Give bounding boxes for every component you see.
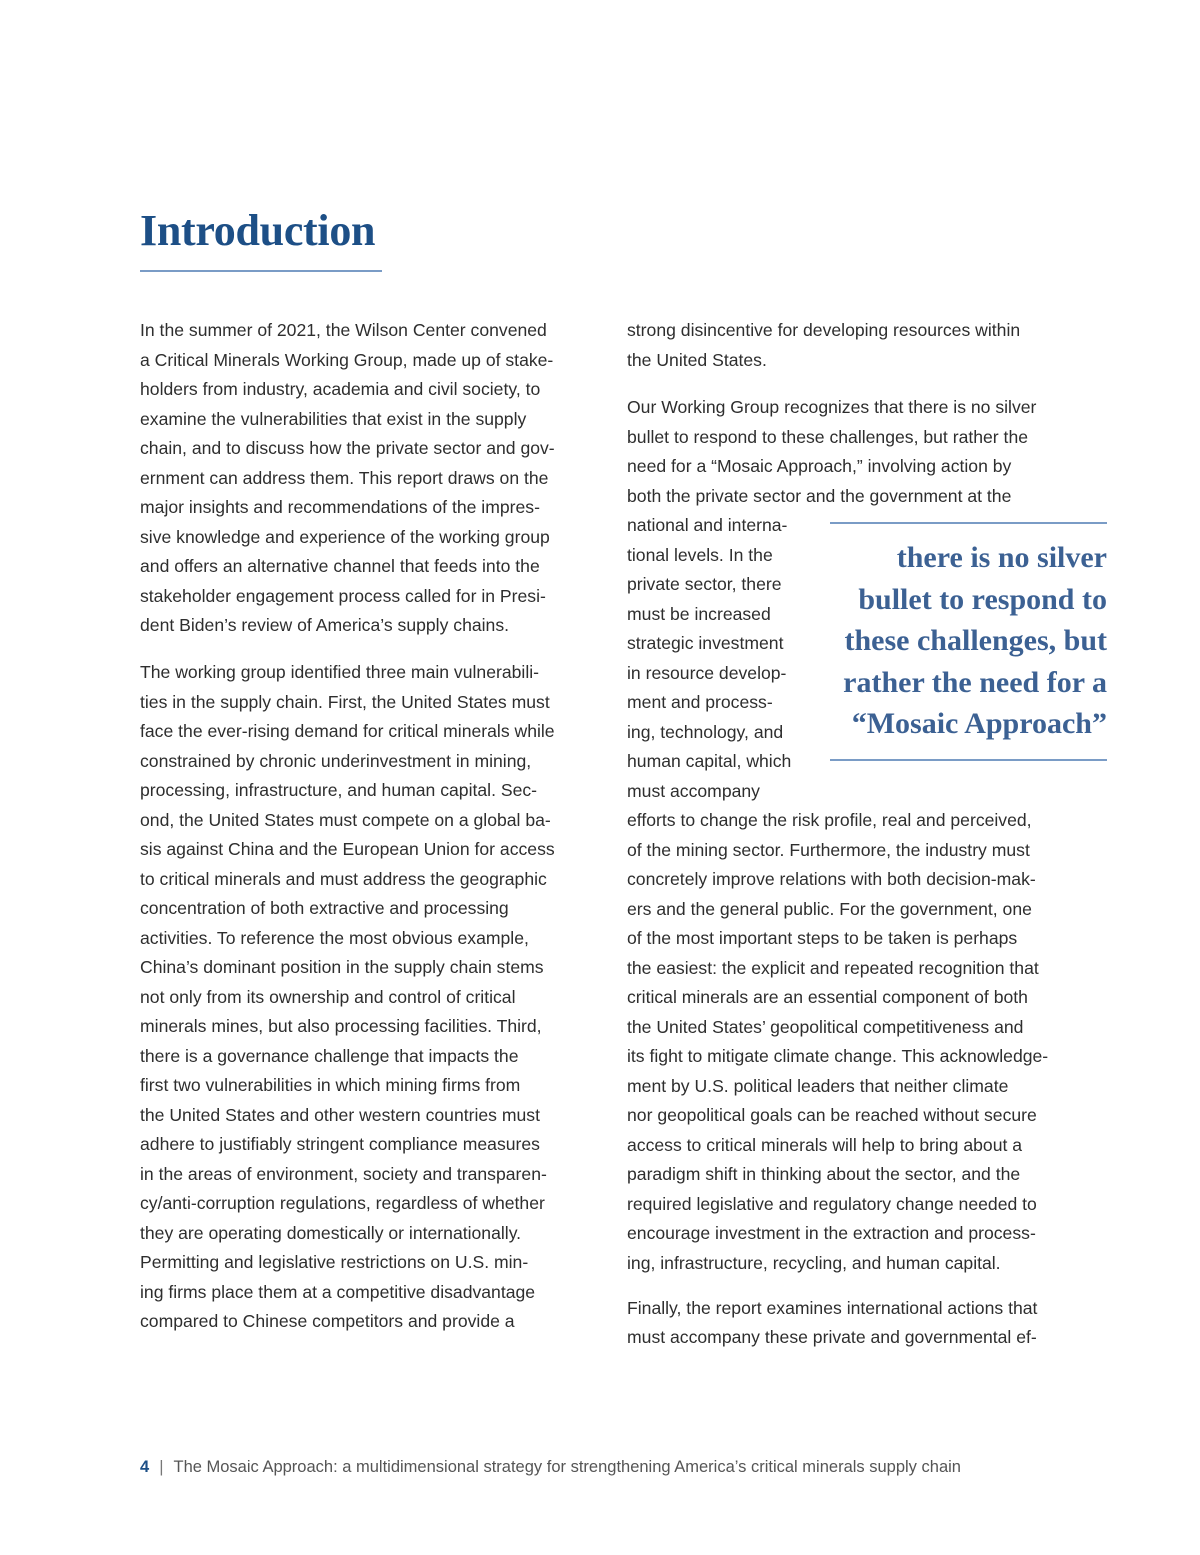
text-line: bullet to respond to these challenges, but rather the	[627, 426, 1029, 447]
text-line: both the private sector and the government at the	[627, 485, 1012, 506]
pull-quote-line: these challenges, but	[844, 624, 1107, 657]
text-line: and offers an alternative channel that feeds into the	[140, 556, 540, 576]
text-line: adhere to justifiably stringent compliance measures	[140, 1134, 540, 1154]
title-underline	[140, 270, 382, 272]
page-title: Introduction	[140, 206, 376, 255]
text-line: ernment can address them. This report draws on the	[140, 467, 549, 488]
text-line: tional levels. In the	[627, 544, 773, 565]
text-line: of the most important steps to be taken is perhaps	[627, 928, 1018, 948]
text-line: ment and process-	[627, 692, 773, 712]
text-line: to critical minerals and must address the geographic	[140, 868, 547, 889]
text-line: ing, technology, and	[627, 721, 784, 742]
text-line: efforts to change the risk profile, real and perceived,	[627, 810, 1032, 830]
text-line: holders from industry, academia and civil society, to	[140, 379, 541, 399]
pull-quote-bottom-rule	[830, 759, 1107, 761]
text-line: critical minerals are an essential component of both	[627, 987, 1028, 1007]
text-line: human capital, which	[627, 751, 792, 771]
text-line: national and interna-	[627, 515, 788, 535]
text-line: Our Working Group recognizes that there is no silver	[627, 397, 1037, 417]
text-line: ers and the general public. For the government, one	[627, 898, 1032, 919]
text-line: not only from its ownership and control of critical	[140, 986, 516, 1007]
pull-quote-line: “Mosaic Approach”	[851, 707, 1107, 740]
text-line: encourage investment in the extraction and process-	[627, 1223, 1036, 1243]
text-line: examine the vulnerabilities that exist in the supply	[140, 408, 527, 429]
text-line: dent Biden’s review of America’s supply chains.	[140, 615, 510, 635]
running-title: The Mosaic Approach: a multidimensional strategy for strengthening America’s critical minerals supply chain	[173, 1458, 961, 1476]
text-line: concretely improve relations with both decision-mak-	[627, 869, 1036, 889]
text-line: private sector, there	[627, 574, 782, 594]
text-line: chain, and to discuss how the private sector and gov-	[140, 438, 555, 458]
text-line: Finally, the report examines international actions that	[627, 1298, 1038, 1318]
page-footer	[140, 1455, 961, 1479]
text-line: face the ever-rising demand for critical minerals while	[140, 721, 555, 741]
text-line: Permitting and legislative restrictions on U.S. min-	[140, 1252, 529, 1272]
text-line: China’s dominant position in the supply chain stems	[140, 957, 544, 977]
text-line: the United States.	[627, 350, 767, 370]
text-line: the easiest: the explicit and repeated recognition that	[627, 957, 1039, 978]
text-line: The working group identified three main vulnerabili-	[140, 662, 540, 682]
text-line: constrained by chronic underinvestment in mining,	[140, 750, 532, 771]
text-line: sive knowledge and experience of the working group	[140, 526, 550, 547]
text-line: they are operating domestically or internationally.	[140, 1222, 522, 1243]
pull-quote-line: there is no silver	[896, 541, 1107, 574]
text-line: cy/anti-corruption regulations, regardless of whether	[140, 1193, 545, 1213]
text-line: ing, infrastructure, recycling, and human capital.	[627, 1252, 1001, 1273]
text-line: stakeholder engagement process called for in Presi-	[140, 585, 546, 606]
text-line: must be increased	[627, 603, 771, 624]
text-line: major insights and recommendations of the impres-	[140, 497, 540, 517]
text-line: activities. To reference the most obvious example,	[140, 927, 529, 948]
text-line: first two vulnerabilities in which mining firms from	[140, 1075, 521, 1095]
text-line: in the areas of environment, society and transparen-	[140, 1163, 547, 1184]
text-line: required legislative and regulatory change needed to	[627, 1193, 1037, 1214]
text-line: ing firms place them at a competitive disadvantage	[140, 1281, 536, 1302]
text-line: a Critical Minerals Working Group, made up of stake-	[140, 349, 554, 370]
text-line: nor geopolitical goals can be reached without secure	[627, 1105, 1037, 1125]
text-line: ties in the supply chain. First, the United States must	[140, 691, 550, 712]
text-line: strategic investment	[627, 633, 784, 653]
pull-quote-line: bullet to respond to	[858, 582, 1107, 616]
text-line: need for a “Mosaic Approach,” involving action by	[627, 456, 1012, 476]
pull-quote-line: rather the need for a	[843, 665, 1107, 699]
text-line: In the summer of 2021, the Wilson Center convened	[140, 320, 547, 340]
text-line: must accompany	[627, 780, 760, 801]
text-line: processing, infrastructure, and human capital. Sec-	[140, 780, 538, 800]
text-line: concentration of both extractive and processing	[140, 898, 509, 918]
text-line: must accompany these private and governmental ef-	[627, 1327, 1037, 1347]
text-line: the United States and other western countries must	[140, 1104, 540, 1125]
text-line: compared to Chinese competitors and provide a	[140, 1311, 515, 1331]
text-line: of the mining sector. Furthermore, the industry must	[627, 839, 1030, 860]
text-line: minerals mines, but also processing facilities. Third,	[140, 1016, 542, 1036]
text-line: ond, the United States must compete on a global ba-	[140, 809, 551, 830]
footer-separator: |	[159, 1458, 164, 1476]
text-line: there is a governance challenge that impacts the	[140, 1045, 519, 1066]
text-line: strong disincentive for developing resources within	[627, 320, 1021, 340]
pull-quote-top-rule	[830, 522, 1107, 524]
text-line: sis against China and the European Union for access	[140, 839, 555, 859]
text-line: in resource develop-	[627, 662, 787, 683]
text-line: its fight to mitigate climate change. This acknowledge-	[627, 1046, 1049, 1066]
text-line: the United States’ geopolitical competitiveness and	[627, 1016, 1024, 1037]
text-line: access to critical minerals will help to bring about a	[627, 1134, 1023, 1155]
text-line: ment by U.S. political leaders that neither climate	[627, 1075, 1009, 1096]
page-number: 4	[140, 1458, 150, 1476]
text-line: paradigm shift in thinking about the sector, and the	[627, 1164, 1021, 1184]
